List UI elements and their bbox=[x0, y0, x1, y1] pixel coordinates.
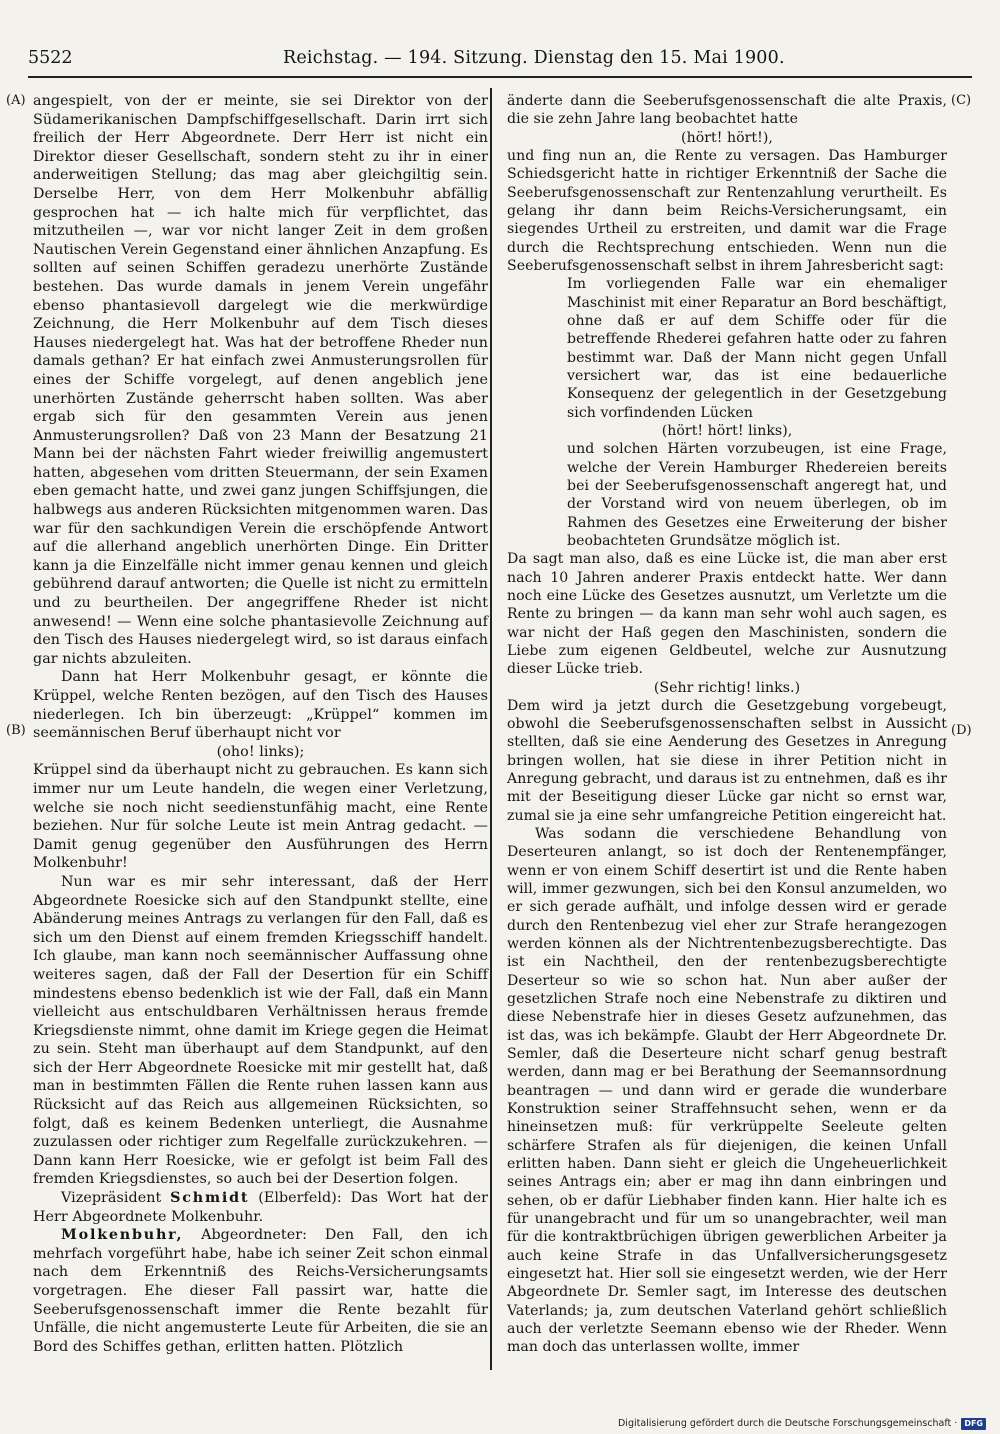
credit-text: Digitalisierung gefördert durch die Deutsche Forschungsgemeinschaft · bbox=[617, 1418, 958, 1429]
margin-mark-c: (C) bbox=[951, 93, 972, 108]
speaker-title: Vizepräsident bbox=[61, 1190, 162, 1207]
paragraph: Krüppel sind da überhaupt nicht zu gebrauchen. Es kann sich immer nur um Leute handeln, die wegen einer Verletzung, welche sie noch nicht seedienstunfähig macht, eine Rente beziehen. Nur für solche Leute ist mein Antrag gedacht. — Damit genug gegenüber den Ausführungen des Herrn Molkenbuhr! bbox=[33, 762, 488, 872]
interjection: (hört! hört! links), bbox=[661, 422, 793, 439]
paragraph: Was sodann die verschiedene Behandlung von Deserteuren anlangt, so ist doch der Rentenempfänger, wenn er von einem Schiff desertirt ist und die Rente haben will, immer gezwungen, sich bei den Konsul anzumelden, wo er sich gerade aufhält, und infolge dessen wird er gerade durch den Rentenbezug viel eher zur Strafe herangezogen werden können als der Nichtrentenbezugsberechtigte. Das ist ein Nachtheil, den der rentenbezugsberechtigte Deserteur so wie so schon hat. Nun aber außer der gesetzlichen Strafe noch eine Nebenstrafe zu diktiren und diese Nebenstrafe hier in dieses Gesetz aufzunehmen, das ist das, was ich bekämpfe. Glaubt der Herr Abgeordnete Dr. Semler, daß die Deserteure nicht scharf genug bestraft werden, dann mag er bei Berathung der Seemannsordnung beantragen — und dann wird er gerade die wunderbare Konstruktion seiner Straffehnsucht sehen, wenn er da hineinsetzen muß: für verkrüppelte Seeleute gelten schärfere Strafen als für diejenigen, die keinen Unfall erlitten haben. Dann sieht er gleich die Ungeheuerlichkeit seines Antrags ein; aber er mag ihn dann einbringen und sehen, ob er dafür Liebhaber finden kann. Hier halte ich es für unangebracht und für um so unangebrachter, weil man für die kontraktbrüchigen übrigen gewerblichen Arbeiter ja auch keine Strafe in das Unfallversicherungsgesetz eingesetzt hat. Hier soll sie eingesetzt werden, wie der Herr Abgeordnete Dr. Semler sagt, im Interesse des deutschen Vaterlands; ja, zum deutschen Vaterland gehört schließlich auch der verletzte Seemann ebenso wie der Rheder. Wenn man doch das unterlassen wollte, immer bbox=[507, 826, 947, 1356]
paragraph: Nun war es mir sehr interessant, daß der Herr Abgeordnete Roesicke sich auf den Standpunkt stellte, eine Abänderung meines Antrags zu verlangen für den Fall, daß es sich um den Dienst auf einem fremden Kriegsschiff handelt. Ich glaube, man kann noch seemännischer Auffassung ohne weiteres sagen, daß der Fall der Desertion für ein Schiff mindestens ebenso bedenklich ist wie der Fall, daß ein Mann vielleicht aus entschuldbaren Verhältnissen heraus fremde Kriegsdienste nimmt, ohne damit im Kriege gegen die Heimat zu sein. Steht man überhaupt auf dem Standpunkt, auf den sich der Herr Abgeordnete Roesicke mit mir gestellt hat, daß man in bestimmten Fällen die Rente ruhen lassen kann aus Rücksicht auf das Reich aus allgemeinen Rücksichten, so folgt, daß es keinem Bedenken unterliegt, die Ausnahme zuzulassen oder richtiger zum Regelfalle zurückzukehren. — Dann kann Herr Roesicke, wie er gefolgt ist beim Fall des fremden Kriegsdienstes, so auch bei der Desertion folgen. bbox=[33, 873, 488, 1188]
digitization-credit bbox=[618, 1417, 986, 1431]
page-header bbox=[28, 44, 972, 72]
dfg-logo: DFG bbox=[961, 1418, 986, 1430]
paragraph: und fing nun an, die Rente zu versagen. Das Hamburger Schiedsgericht hatte in richtiger Erkenntniß der Sache die Seeberufsgenossenschaft zur Rentenzahlung verurtheilt. Es gelang ihr dann beim Reichs-Versicherungsamt, ein siegendes Urtheil zu erstreiten, und damit war die Frage durch die Rechtsprechung entschieden. Wenn nun die Seeberufsgenossenschaft selbst in ihrem Jahresbericht sagt: bbox=[507, 147, 947, 274]
margin-mark-d: (D) bbox=[951, 723, 972, 738]
interjection: (Sehr richtig! links.) bbox=[653, 679, 801, 696]
left-column bbox=[33, 92, 488, 1356]
margin-mark-a: (A) bbox=[6, 93, 26, 108]
paragraph: Dem wird ja jetzt durch die Gesetzgebung vorgebeugt, obwohl die Seeberufsgenossenschaften selbst in Aussicht stellten, daß sie eine Aenderung des Gesetzes in Anregung bringen wollen, hat sie diese in ihrer Petition nicht in Anregung gebracht, und daraus ist zu entnehmen, daß es ihr mit der Beseitigung dieser Lücke gar nicht so ernst war, zumal sie ja eine sehr umfangreiche Petition eingereicht hat. bbox=[507, 697, 947, 824]
margin-mark-b: (B) bbox=[6, 723, 26, 738]
interjection: (oho! links); bbox=[216, 743, 305, 760]
paragraph: angespielt, von der er meinte, sie sei Direktor von der Südamerikanischen Dampfschiffgesellschaft. Darin irrt sich freilich der Herr Abgeordnete. Derr Herr ist nicht ein Direktor dieser Gesellschaft, sondern steht zu ihr in einer anderweitigen Stellung; das mag aber gleichgiltig sein. Derselbe Herr, von dem Herr Molkenbuhr abfällig gesprochen hat — ich halte mich für verpflichtet, das mitzutheilen —, war vor nicht langer Zeit in dem großen Nautischen Verein Gegenstand einer ähnlichen Anzapfung. Es sollten auf seinen Schiffen geradezu unerhörte Zustände bestehen. Das wurde damals in jenem Verein ungefähr ebenso phantasievoll dargelegt wie die merkwürdige Zeichnung, die Herr Molkenbuhr auf dem Tisch dieses Hauses niedergelegt hat. Was hat der betroffene Rheder nun damals gethan? Er hat einfach zwei Anmusterungsrollen für eines der Schiffe vorgelegt, auf denen angeblich jene unerhörten Zustände geherrscht haben sollten. Was aber ergab sich für den gesammten Verein aus jenen Anmusterungsrollen? Daß von 23 Mann der Besatzung 21 Mann bei der nächsten Fahrt wieder freiwillig angemustert hatten, abgesehen vom dritten Steuermann, der sein Examen eben gemacht hatte, und zwei ganz jungen Schiffsjungen, die halbwegs aus anderen Rücksichten mitgenommen waren. Das war für den sachkundigen Verein die erschöpfende Antwort auf die allerhand angeblich unerhörten Dinge. Ein Dritter kann ja die Einzelfälle nicht immer genau kennen und gleich gebührend darauf antworten; die Quelle ist nicht zu ermitteln und zu beurtheilen. Der angegriffene Rheder ist nicht anwesend! — Wenn eine solche phantasievolle Zeichnung auf den Tisch des Hauses niedergelegt wird, so ist daraus einfach gar nichts abzuleiten. bbox=[33, 93, 488, 667]
speaker-paragraph bbox=[33, 1189, 488, 1226]
header-rule bbox=[28, 76, 972, 78]
page-number: 5522 bbox=[28, 48, 73, 68]
interjection: (hört! hört!), bbox=[681, 129, 773, 146]
column-divider bbox=[490, 88, 492, 1370]
speaker-text: Abgeordneter: Den Fall, den ich mehrfach vorgeführt habe, habe ich seiner Zeit schon einmal nach dem Erkenntniß des Reichs-Versicherungsamts vorgetragen. Ehe dieser Fall passirt war, hatte die Seeberufsgenossenschaft immer die Rente bezahlt für Unfälle, die nicht angemusterte Leute für Arbeiten, die sie an Bord des Schiffes gethan, erlitten hatten. Plötzlich bbox=[33, 1227, 488, 1355]
block-quote: und solchen Härten vorzubeugen, ist eine Frage, welche der Verein Hamburger Rhedereien bereits bei der Seeberufsgenossenschaft angeregt hat, und der Vorstand wird von neuem überlegen, ob im Rahmen des Gesetzes eine Erweiterung der bisher beobachteten Grundsätze möglich ist. bbox=[567, 441, 947, 549]
paragraph: Da sagt man also, daß es eine Lücke ist, die man aber erst nach 10 Jahren anderer Praxis entdeckt hatte. Wer dann noch eine Lücke des Gesetzes ausnutzt, um Verletzte um die Rente zu bringen — da kann man sehr wohl auch sagen, es war nicht der Haß gegen den Maschinisten, sondern die Liebe zum eigenen Geldbeutel, welche zur Ausnutzung dieser Lücke trieb. bbox=[507, 551, 947, 678]
right-column bbox=[507, 92, 947, 1357]
speaker-name: Molkenbuhr, bbox=[61, 1227, 184, 1244]
paragraph: änderte dann die Seeberufsgenossenschaft die alte Praxis, die sie zehn Jahre lang beobachtet hatte bbox=[507, 93, 947, 128]
block-quote: Im vorliegenden Falle war ein ehemaliger Maschinist mit einer Reparatur an Bord beschäftigt, ohne daß er auf dem Schiffe oder für die betreffende Rhederei gefahren hatte oder zu fahren bestimmt war. Daß der Mann nicht gegen Unfall versichert war, das ist eine bedauerliche Konsequenz der gelegentlich in der Gesetzgebung sich vorfindenden Lücken bbox=[567, 276, 947, 421]
speaker-paragraph bbox=[33, 1226, 488, 1356]
speaker-text: (Elberfeld): Das Wort hat der Herr Abgeordnete Molkenbuhr. bbox=[33, 1190, 488, 1225]
speaker-name: Schmidt bbox=[170, 1190, 250, 1207]
running-head: Reichstag. — 194. Sitzung. Dienstag den 15. Mai 1900. bbox=[283, 48, 785, 68]
paragraph: Dann hat Herr Molkenbuhr gesagt, er könnte die Krüppel, welche Renten bezögen, auf den Tisch des Hauses niederlegen. Ich bin überzeugt: „Krüppel“ kommen im seemännischen Beruf überhaupt nicht vor bbox=[33, 669, 488, 742]
